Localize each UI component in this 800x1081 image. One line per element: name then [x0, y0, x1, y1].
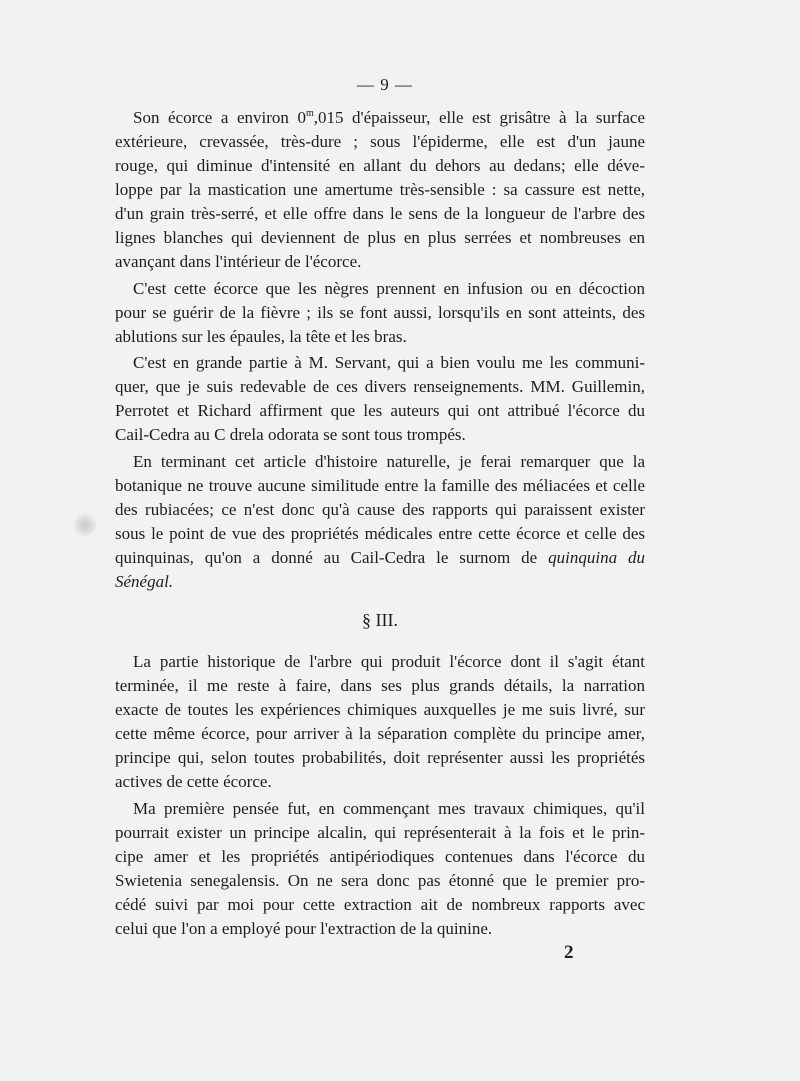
text-line: cette même écorce, pour arriver à la séparation complète du principe amer, [115, 724, 645, 743]
text-line: Cail-Cedra au C drela odorata se sont tous trompés. [115, 425, 466, 444]
text-line: exacte de toutes les expériences chimiques auxquelles je me suis livré, sur [115, 700, 645, 719]
text-line: extérieure, crevassée, très-dure ; sous l'épiderme, elle est d'un jaune [115, 132, 645, 151]
section-heading: § III. [362, 610, 398, 630]
paragraph [115, 797, 645, 941]
text-line: pour se guérir de la fièvre ; ils se font aussi, lorsqu'ils en sont atteints, des [115, 302, 645, 322]
text-line: ablutions sur les épaules, la tête et les bras. [115, 326, 407, 346]
text-line: Swietenia senegalensis. On ne sera donc pas étonné que le premier pro- [115, 870, 645, 890]
text-line: cipe amer et les propriétés antipériodiques contenues dans l'écorce du [115, 846, 645, 866]
text-line: avançant dans l'intérieur de l'écorce. [115, 252, 362, 271]
text-line: cédé suivi par moi pour cette extraction ait de nombreux rapports avec [115, 894, 645, 914]
text-line: C'est cette écorce que les nègres prennent en infusion ou en décoction [133, 278, 645, 298]
text-line: Sénégal. [115, 571, 174, 591]
paragraph [115, 106, 645, 274]
text-line: La partie historique de l'arbre qui produit l'écorce dont il s'agit étant [133, 652, 645, 671]
text-segment: quinquinas, qu'on a donné au Cail-Cedra le surnom de [115, 547, 549, 567]
superscript-unit: m [305, 108, 314, 119]
paragraph [115, 650, 645, 794]
text-line: principe qui, selon toutes probabilités, doit représenter aussi les propriétés [115, 748, 645, 767]
text-segment: Son écorce a environ 0 [133, 108, 306, 127]
text-segment: ,015 d'épaisseur, elle est grisâtre à la surface [313, 108, 645, 127]
text-line: actives de cette écorce. [115, 772, 272, 791]
paragraph [115, 351, 645, 447]
text-line: des rubiacées; ce n'est donc qu'à cause des rapports qui paraissent exister [115, 499, 645, 519]
text-line [115, 106, 645, 130]
text-line: loppe par la mastication une amertume très-sensible : sa cassure est nette, [115, 180, 645, 199]
text-line: d'un grain très-serré, et elle offre dans le sens de la longueur de l'arbre des [115, 204, 645, 223]
paragraph [115, 450, 645, 594]
text-line: celui que l'on a employé pour l'extraction de la quinine. [115, 918, 493, 938]
page-number: — 9 — [357, 75, 413, 94]
text-line: Ma première pensée fut, en commençant mes travaux chimiques, qu'il [133, 798, 645, 818]
body-text [115, 106, 645, 941]
signature-mark: 2 [564, 942, 574, 963]
text-line: botanique ne trouve aucune similitude entre la famille des méliacées et celle [115, 475, 645, 495]
text-line: terminée, il me reste à faire, dans ses plus grands détails, la narration [115, 676, 645, 695]
text-line: C'est en grande partie à M. Servant, qui a bien voulu me les communi- [133, 353, 645, 372]
italic-segment: quinquina du [548, 547, 645, 567]
text-line: quer, que je suis redevable de ces divers renseignements. MM. Guillemin, [115, 377, 645, 396]
text-line: Perrotet et Richard affirment que les auteurs qui ont attribué l'écorce du [115, 401, 645, 420]
text-line: rouge, qui diminue d'intensité en allant du dehors au dedans; elle déve- [115, 156, 645, 175]
text-line [115, 546, 645, 570]
text-line: pourrait exister un principe alcalin, qui représenterait à la fois et le prin- [115, 822, 645, 842]
text-line: lignes blanches qui deviennent de plus en plus serrées et nombreuses en [115, 228, 645, 247]
scan-smudge [74, 514, 96, 536]
paragraph [115, 277, 645, 349]
text-line: sous le point de vue des propriétés médicales entre cette écorce et celle des [115, 523, 645, 543]
text-line: En terminant cet article d'histoire naturelle, je ferai remarquer que la [133, 451, 645, 471]
